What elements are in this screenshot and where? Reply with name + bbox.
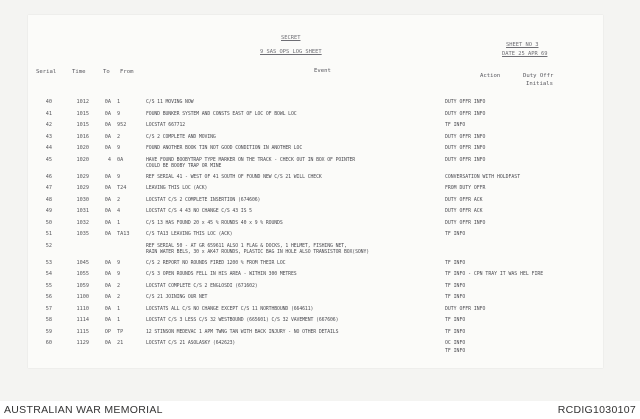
from-cell: T24 bbox=[117, 185, 127, 191]
action-cell: TF INFO bbox=[445, 260, 466, 266]
serial-cell: 58 bbox=[45, 317, 52, 323]
col-header-from: From bbox=[120, 69, 134, 75]
log-row bbox=[28, 175, 603, 187]
action-cell: TF INFO bbox=[445, 318, 466, 323]
event-cell: C/S 13 HAS FOUND 20 x 45 % ROUNDS 40 x 9 % ROUNDS bbox=[146, 220, 283, 226]
action-cell: OC INFO bbox=[445, 341, 466, 346]
action-cell: DUTY OFFR INFO bbox=[445, 220, 486, 226]
record-id: RCDIG1030107 bbox=[557, 404, 636, 416]
serial-cell: 59 bbox=[45, 328, 52, 335]
from-cell: 2 bbox=[117, 196, 121, 203]
event-cell: C/S 11 MOVING NOW bbox=[146, 100, 194, 105]
log-row bbox=[28, 261, 603, 273]
log-row bbox=[28, 198, 603, 210]
col-header-duty-offr: Duty Offr bbox=[523, 73, 554, 79]
log-row bbox=[28, 232, 603, 244]
time-cell: 1110 bbox=[76, 305, 89, 312]
event-cell: LOCSTAT C/S 21 ASOLASKY (642623) bbox=[146, 341, 236, 346]
time-cell: 1029 bbox=[76, 185, 89, 191]
time-cell: 1015 bbox=[76, 110, 89, 117]
from-cell: 1 bbox=[117, 219, 121, 226]
serial-cell: 47 bbox=[45, 185, 52, 191]
event-cell: C/S 2 COMPLETE AND MOVING bbox=[146, 134, 216, 140]
event-cell-continued: COULD BE BOOBY TRAP OR MINE bbox=[146, 163, 222, 169]
from-cell: 1 bbox=[117, 99, 121, 105]
from-cell: 0A bbox=[117, 156, 124, 163]
log-row bbox=[28, 221, 603, 233]
event-cell: LOCSTAT 667712 bbox=[146, 123, 186, 128]
from-cell: 1 bbox=[117, 317, 121, 323]
action-cell: DUTY OFFR INFO bbox=[445, 306, 486, 312]
log-row bbox=[28, 318, 603, 330]
col-header-time: Time bbox=[72, 69, 86, 75]
time-cell: 1055 bbox=[76, 271, 89, 277]
time-cell: 1035 bbox=[76, 231, 89, 237]
time-cell: 1031 bbox=[76, 208, 89, 214]
serial-cell: 55 bbox=[45, 282, 52, 289]
log-row bbox=[28, 341, 603, 353]
time-cell: 1029 bbox=[76, 173, 89, 180]
event-cell: LOCSTAT C/S 3 LESS C/S 32 WESTBOUND (665601) C/S 32 VAVEMENT (667606) bbox=[146, 318, 339, 323]
event-cell: 12 STINSON MEDEVAC 1 APM TWNG TAN WITH BACK INJURY - NO OTHER DETAILS bbox=[146, 329, 339, 335]
time-cell: 1100 bbox=[76, 294, 89, 300]
to-cell: 0A bbox=[104, 219, 111, 226]
to-cell: 0A bbox=[104, 110, 111, 117]
time-cell: 1129 bbox=[76, 340, 89, 346]
action-cell: TF INFO bbox=[445, 232, 466, 237]
serial-cell: 54 bbox=[45, 271, 52, 277]
event-cell: C/S 21 JOINING OUR NET bbox=[146, 295, 208, 300]
log-row bbox=[28, 307, 603, 319]
from-cell: 9 bbox=[117, 110, 121, 117]
serial-cell: 41 bbox=[45, 110, 52, 117]
event-cell: C/S TA13 LEAVING THIS LOC (ACK) bbox=[146, 232, 233, 237]
from-cell: 9 bbox=[117, 173, 121, 180]
log-row bbox=[28, 112, 603, 124]
action-cell: DUTY OFFR INFO bbox=[445, 146, 486, 151]
to-cell: 0A bbox=[104, 231, 111, 237]
from-cell: 21 bbox=[117, 340, 124, 346]
serial-cell: 52 bbox=[45, 242, 52, 249]
sheet-date: DATE 25 APR 69 bbox=[502, 51, 548, 57]
to-cell: 0A bbox=[104, 99, 111, 105]
log-row bbox=[28, 330, 603, 342]
log-row bbox=[28, 135, 603, 147]
to-cell: 0A bbox=[104, 317, 111, 323]
action-cell: TF INFO bbox=[445, 329, 466, 335]
serial-cell: 57 bbox=[45, 305, 52, 312]
to-cell: 4 bbox=[107, 156, 111, 163]
event-cell: HAVE FOUND BOOBYTRAP TYPE MARKER ON THE TRACK - CHECK OUT IN BOX OF POINTER bbox=[146, 157, 356, 163]
serial-cell: 46 bbox=[45, 173, 52, 180]
log-sheet-page bbox=[28, 15, 603, 368]
log-entries bbox=[28, 100, 603, 364]
to-cell: 0A bbox=[104, 173, 111, 180]
action-cell: DUTY OFFR ACK bbox=[445, 209, 483, 214]
from-cell: 2 bbox=[117, 133, 121, 140]
action-cell: TF INFO bbox=[445, 123, 466, 128]
event-cell: C/S 3 OPEN ROUNDS FELL IN HIS AREA - WITHIN 300 METRES bbox=[146, 272, 297, 277]
event-cell: FOUND BUNKER SYSTEM AND CONSTS EAST OF LOC OF BOWL LOC bbox=[146, 111, 297, 117]
event-cell: LEAVING THIS LOC (ACK) bbox=[146, 186, 208, 191]
log-row bbox=[28, 146, 603, 158]
log-row bbox=[28, 272, 603, 284]
to-cell: 0A bbox=[104, 294, 111, 300]
action-cell: TF INFO bbox=[445, 295, 466, 300]
to-cell: 0A bbox=[104, 305, 111, 312]
col-header-serial: Serial bbox=[36, 69, 57, 75]
serial-cell: 48 bbox=[45, 196, 52, 203]
action-cell: TF INFO bbox=[445, 348, 466, 354]
time-cell: 1020 bbox=[76, 145, 89, 151]
from-cell: TP bbox=[117, 328, 124, 335]
col-header-event: Event bbox=[314, 68, 331, 74]
event-cell: REF SERIAL 41 - WEST OF 41 SOUTH OF FOUND NEW C/S 21 WILL CHECK bbox=[146, 174, 322, 180]
from-cell: 2 bbox=[117, 282, 121, 289]
serial-cell: 44 bbox=[45, 145, 52, 151]
log-row bbox=[28, 186, 603, 198]
from-cell: 1 bbox=[117, 305, 121, 312]
time-cell: 1015 bbox=[76, 122, 89, 128]
from-cell: TA13 bbox=[117, 231, 130, 237]
to-cell: 0A bbox=[104, 145, 111, 151]
to-cell: 0A bbox=[104, 282, 111, 289]
log-row bbox=[28, 123, 603, 135]
log-row bbox=[28, 284, 603, 296]
serial-cell: 49 bbox=[45, 208, 52, 214]
log-row bbox=[28, 295, 603, 307]
event-cell-continued: RAIN WATER BELS, 30 x AK47 ROUNDS, PLASTIC BAG IN HOLE ALSO TRANSISTOR BOX(SONY) bbox=[146, 249, 370, 255]
log-row bbox=[28, 158, 603, 175]
col-header-to: To bbox=[103, 69, 110, 75]
to-cell: 0A bbox=[104, 196, 111, 203]
action-cell: TF INFO bbox=[445, 283, 466, 289]
time-cell: 1032 bbox=[76, 219, 89, 226]
action-cell: DUTY OFFR INFO bbox=[445, 157, 486, 163]
time-cell: 1045 bbox=[76, 259, 89, 266]
from-cell: 9 bbox=[117, 259, 121, 266]
serial-cell: 51 bbox=[45, 231, 52, 237]
event-cell: C/S 2 REPORT NO ROUNDS FIRED 1200 % FROM THEIR LOC bbox=[146, 260, 286, 266]
serial-cell: 45 bbox=[45, 156, 52, 163]
time-cell: 1016 bbox=[76, 133, 89, 140]
time-cell: 1114 bbox=[76, 317, 89, 323]
action-cell: CONVERSATION WITH HOLDFAST bbox=[445, 174, 521, 180]
to-cell: 0A bbox=[104, 208, 111, 214]
col-header-action: Action bbox=[480, 73, 501, 79]
time-cell: 1115 bbox=[76, 328, 89, 335]
action-cell: DUTY OFFR INFO bbox=[445, 111, 486, 117]
to-cell: 0A bbox=[104, 185, 111, 191]
archive-name: AUSTRALIAN WAR MEMORIAL bbox=[4, 404, 163, 416]
log-row bbox=[28, 244, 603, 261]
classification-marking: SECRET bbox=[281, 35, 301, 41]
from-cell: 9 bbox=[117, 271, 121, 277]
col-header-initials: Initials bbox=[526, 81, 553, 87]
log-row-trailing bbox=[28, 348, 603, 365]
action-cell: DUTY OFFR ACK bbox=[445, 197, 483, 203]
serial-cell: 60 bbox=[45, 340, 52, 346]
action-cell: DUTY OFFR INFO bbox=[445, 100, 486, 105]
event-cell: REF SERIAL 50 - AT GR 659611 ALSO 1 FLAG & DOCKS, 1 HELMET, FISHING NET, bbox=[146, 243, 347, 249]
from-cell: 9 bbox=[117, 145, 121, 151]
from-cell: 4 bbox=[117, 208, 121, 214]
action-cell: TF INFO - CPN TRAY IT WAS HEL FIRE bbox=[445, 272, 544, 277]
serial-cell: 42 bbox=[45, 122, 52, 128]
time-cell: 1020 bbox=[76, 156, 89, 163]
to-cell: 0A bbox=[104, 122, 111, 128]
from-cell: 2 bbox=[117, 294, 121, 300]
serial-cell: 53 bbox=[45, 259, 52, 266]
serial-cell: 56 bbox=[45, 294, 52, 300]
sheet-number: SHEET NO 3 bbox=[506, 42, 539, 48]
to-cell: 0A bbox=[104, 271, 111, 277]
action-cell: DUTY OFFR INFO bbox=[445, 134, 486, 140]
event-cell: LOCSTAT C/S 2 COMPLETE INSERTION (674606) bbox=[146, 197, 261, 203]
log-sheet-title: 9 SAS OPS LOG SHEET bbox=[260, 49, 322, 55]
log-row bbox=[28, 209, 603, 221]
event-cell: FOUND ANOTHER BOOK TIN NOT GOOD CONDITION IN ANOTHER LOC bbox=[146, 146, 303, 151]
event-cell: LOCSTATS ALL C/S NO CHANGE EXCEPT C/S 11 NORTHBOUND (664611) bbox=[146, 306, 314, 312]
serial-cell: 40 bbox=[45, 99, 52, 105]
time-cell: 1059 bbox=[76, 282, 89, 289]
to-cell: 0A bbox=[104, 133, 111, 140]
to-cell: OP bbox=[104, 328, 111, 335]
event-cell: LOCSTAT COMPLETE C/S 2 ENGLOSDI (671602) bbox=[146, 283, 258, 289]
from-cell: 952 bbox=[117, 122, 127, 128]
serial-cell: 43 bbox=[45, 133, 52, 140]
action-cell: FROM DUTY OFFR bbox=[445, 186, 486, 191]
event-cell: LOCSTAT C/S 4 43 NO CHANGE C/S 43 IS 5 bbox=[146, 209, 252, 214]
archive-footer bbox=[0, 401, 640, 419]
time-cell: 1012 bbox=[76, 99, 89, 105]
to-cell: 0A bbox=[104, 340, 111, 346]
to-cell: 0A bbox=[104, 259, 111, 266]
serial-cell: 50 bbox=[45, 219, 52, 226]
log-row bbox=[28, 100, 603, 112]
time-cell: 1030 bbox=[76, 196, 89, 203]
